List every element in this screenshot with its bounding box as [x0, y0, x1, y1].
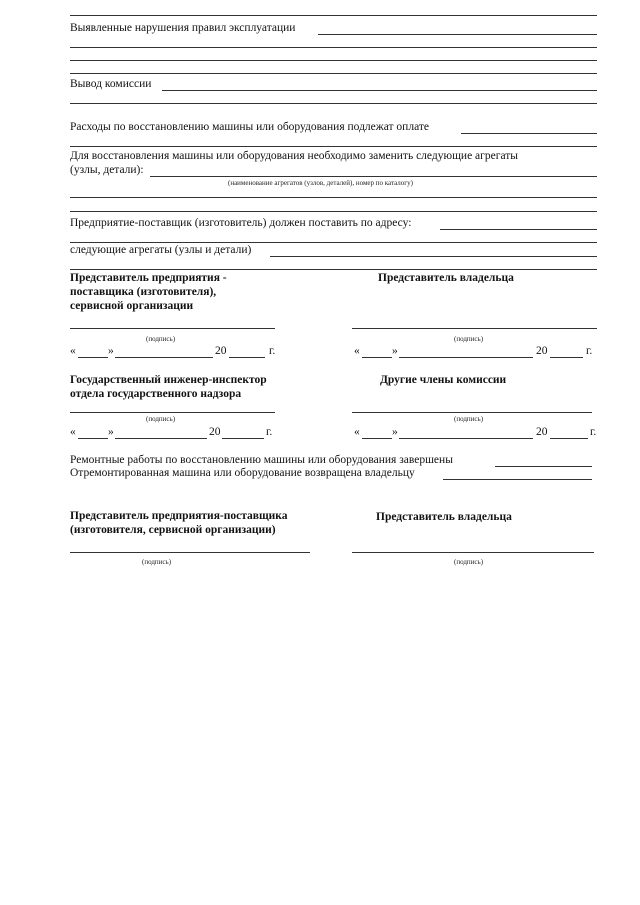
sig2-left-signature-line[interactable]: [70, 412, 275, 413]
sig2-right-date-open: «: [354, 426, 360, 438]
conclusion-label: Вывод комиссии: [70, 78, 152, 90]
parts-line-2[interactable]: [70, 269, 597, 270]
sig1-left-year-field[interactable]: [229, 357, 265, 358]
sig1-right-caption: (подпись): [454, 335, 484, 343]
sig3-right-caption: (подпись): [454, 558, 484, 566]
sig3-right-title: Представитель владельца: [376, 511, 512, 523]
sig1-right-date-day[interactable]: [362, 357, 392, 358]
sig1-right-title: Представитель владельца: [378, 272, 514, 284]
sig1-right-date-month[interactable]: [399, 357, 533, 358]
sig2-left-date-close: »: [108, 426, 114, 438]
violations-line-2[interactable]: [70, 47, 597, 48]
sig1-right-signature-line[interactable]: [352, 328, 597, 329]
sig1-left-date-month[interactable]: [115, 357, 213, 358]
sig3-left-title-2: (изготовителя, сервисной организации): [70, 524, 276, 536]
supplier-address-line-2[interactable]: [70, 242, 597, 243]
repairs-done-field[interactable]: [495, 466, 592, 467]
expenses-label: Расходы по восстановлению машины или оборудования подлежат оплате: [70, 121, 430, 133]
supplier-address-label: Предприятие-поставщик (изготовитель) должен поставить по адресу:: [70, 217, 412, 229]
replace-line-1: Для восстановления машины или оборудования необходимо заменить следующие агрегаты: [70, 150, 519, 162]
sig2-left-year-suffix: г.: [266, 426, 273, 438]
sig1-left-title-1: Представитель предприятия -: [70, 272, 227, 284]
supplier-address-field[interactable]: [440, 229, 597, 230]
replace-field[interactable]: [150, 176, 597, 177]
sig2-right-date-day[interactable]: [362, 438, 392, 439]
sig1-right-year-field[interactable]: [550, 357, 583, 358]
replace-caption: (наименование агрегатов (узлов, деталей), номер по каталогу): [228, 179, 413, 187]
conclusion-field[interactable]: [162, 90, 597, 91]
returned-label: Отремонтированная машина или оборудование возвращена владельцу: [70, 467, 415, 479]
conclusion-line-2[interactable]: [70, 103, 597, 104]
violations-label: Выявленные нарушения правил эксплуатации: [70, 22, 296, 34]
sig2-right-date-close: »: [392, 426, 398, 438]
violations-field[interactable]: [318, 34, 597, 35]
expenses-field[interactable]: [461, 133, 597, 134]
sig2-right-signature-line[interactable]: [352, 412, 592, 413]
replace-line-2: (узлы, детали):: [70, 164, 144, 176]
sig2-right-title: Другие члены комиссии: [380, 374, 507, 386]
sig1-left-date-day[interactable]: [78, 357, 108, 358]
sig1-left-signature-line[interactable]: [70, 328, 275, 329]
sig1-right-date-close: »: [392, 345, 398, 357]
sig1-right-date-open: «: [354, 345, 360, 357]
sig2-right-year-suffix: г.: [590, 426, 597, 438]
violations-line-4[interactable]: [70, 73, 597, 74]
sig2-left-title-1: Государственный инженер-инспектор: [70, 374, 267, 386]
sig2-right-year-field[interactable]: [550, 438, 588, 439]
sig2-left-caption: (подпись): [146, 415, 176, 423]
sig2-left-title-2: отдела государственного надзора: [70, 388, 242, 400]
sig1-left-date-open: «: [70, 345, 76, 357]
sig2-left-date-month[interactable]: [115, 438, 207, 439]
parts-label: следующие агрегаты (узлы и детали): [70, 244, 252, 256]
sig1-right-year-suffix: г.: [586, 345, 593, 357]
replace-line-3[interactable]: [70, 197, 597, 198]
sig2-right-caption: (подпись): [454, 415, 484, 423]
sig2-left-year-field[interactable]: [222, 438, 264, 439]
sig2-right-year: 20: [536, 426, 548, 438]
repairs-done-label: Ремонтные работы по восстановлению машины или оборудования завершены: [70, 454, 453, 466]
sig1-left-title-2: поставщика (изготовителя),: [70, 286, 217, 298]
sig2-left-date-day[interactable]: [78, 438, 108, 439]
sig1-left-caption: (подпись): [146, 335, 176, 343]
sig3-right-signature-line[interactable]: [352, 552, 594, 553]
expenses-line-2[interactable]: [70, 146, 597, 147]
returned-field[interactable]: [443, 479, 592, 480]
top-rule: [70, 15, 597, 16]
sig1-left-year-suffix: г.: [269, 345, 276, 357]
replace-line-4[interactable]: [70, 211, 597, 212]
sig1-left-year: 20: [215, 345, 227, 357]
sig2-left-year: 20: [209, 426, 221, 438]
parts-field[interactable]: [270, 256, 597, 257]
sig3-left-signature-line[interactable]: [70, 552, 310, 553]
sig2-right-date-month[interactable]: [399, 438, 533, 439]
sig2-left-date-open: «: [70, 426, 76, 438]
sig3-left-title-1: Представитель предприятия-поставщика: [70, 510, 288, 522]
sig1-right-year: 20: [536, 345, 548, 357]
sig3-left-caption: (подпись): [142, 558, 172, 566]
sig1-left-title-3: сервисной организации: [70, 300, 194, 312]
violations-line-3[interactable]: [70, 60, 597, 61]
sig1-left-date-close: »: [108, 345, 114, 357]
